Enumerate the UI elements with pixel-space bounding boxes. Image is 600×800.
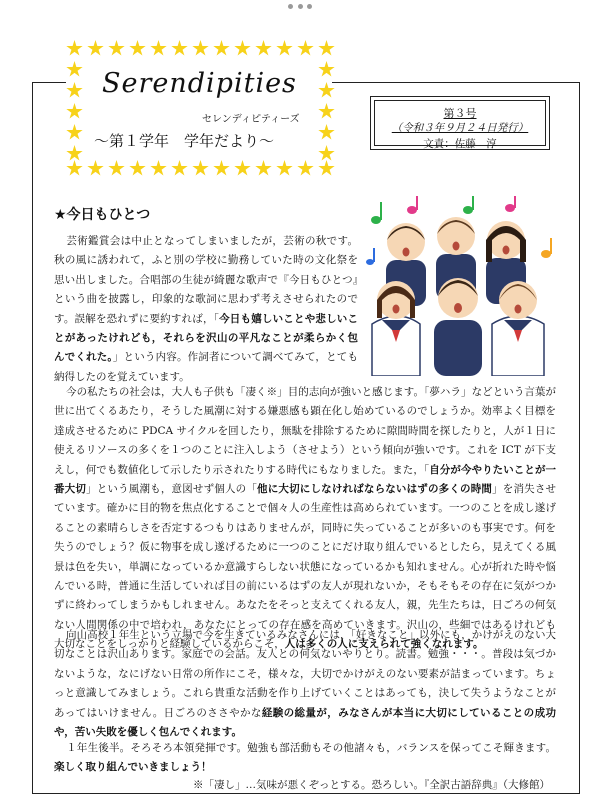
p2-text-3: 」を消失させています。確かに目的物を焦点化することで個々人の生産性は高められています。一つのことを成し遂げることの素晴らしさを否定するつもりはありませんが，同時に失っていることが多いのも事実です。何を失うのでしょう？仮に物事を成し遂げるために一つのことにだけ取り組んでいるとしたら，見えてくる風景は色を失い，単調になっているか意識すらしない状態になっているかも知れません。心が折れた時や悩んでいる時，普通に生活していれば目の前にいるはずの友人が現れないか，そもそもその存在に気がつかずに終わってしまうかもしれません。あなたをそっと支えてくれる友人，親，先生たちは，日ごろの何気ない人間関係の中で培われ，あなたにとっての存在感を高めていきます。沢山の，些細ではあるけれども大切なことをしっかりと経験しているからこそ， (54, 483, 557, 651)
choir-illustration (360, 196, 560, 376)
issue-author: 文責：佐藤 淳 (423, 138, 497, 150)
p3-bold: 経験の総量が，みなさんが本当に大切にしていることの成功や，苦い失敗を優しく包んでくれます。 (54, 706, 556, 739)
music-note-icon (463, 196, 474, 214)
issue-info-inner (374, 100, 546, 150)
footnote: ※「凄し」…気味が悪くぞっとする。恐ろしい。『全訳古語辞典』（大修館） (193, 779, 550, 791)
p3-text: 向山高校１年生という立場で今を生きているみなさんには，「好きなこと」以外にも，かけがえのない大切なことは沢山あります。家庭での会話。友人との何気ないやりとり。読書。勉強・・・。普段は気づかないような，なにげない日常の所作にこそ，様々な，大切でかけがえのない要素が詰まっています。ちょっと意識してみましょう。これら貴重な活動を作り上げていくことはあっても，決して失うようなことがあってはいけません。日ごろのささやかな (54, 629, 556, 719)
music-note-icon (366, 248, 375, 265)
window-handle-dots[interactable] (288, 4, 312, 12)
music-note-icon (541, 238, 552, 258)
p2-text: 今の私たちの社会は，大人も子供も「凄く※」目的志向が強いと感じます。「夢ハラ」などという言葉が世に出てくるあたり，そうした風潮に対する嫌悪感も顕在化し始めているのでしょうか。効率よく目標を達成させるために PDCA サイクルを回したり，無駄を排除するために隙間時間を探したりと，人が１日に使えるリソースの多くを１つのことに注入しよう（させよう）という傾向が強いです。これを ICT が下支えし，何でも数値化して示したり示されたりする時代にもなりました。また，「 (54, 386, 556, 476)
p1-text-end: 」という内容。作詞者について調べてみて，とても納得したのを覚えています。 (54, 351, 358, 383)
p1-text: 芸術鑑賞会は中止となってしまいましたが，芸術の秋です。秋の風に誘われて，ふと別の学校に勤務していた時の文化祭を思い出しました。合唱部の生徒が綺麗な歌声で『今日もひとつ』という曲を披露し，印象的な歌詞に思わず考えさせられたのです。誤解を恐れずに要約すれば，「 (54, 235, 358, 325)
title-ruby: セレンディピティーズ (202, 114, 300, 125)
paragraph-3 (54, 626, 556, 742)
p2-text-2: 」という風潮も，意図せず個人の「 (86, 483, 258, 496)
p2-bold-1: 自分が今やりたいことが一番大切 (54, 463, 557, 496)
issue-number: 第３号 (443, 107, 477, 120)
p4-bold: 楽しく取り組んでいきましょう！ (54, 761, 212, 774)
paragraph-2 (54, 383, 556, 655)
p1-bold: 今日も嬉しいことや悲しいことがあったけれども，それらを沢山の平凡なことが柔らかく包んでくれた。 (54, 312, 358, 364)
issue-info-box (370, 96, 550, 150)
paragraph-4 (54, 739, 556, 778)
p4-text: １年生後半。そろそろ本領発揮です。勉強も部活動もその他諸々も，バランスを保ってこそ輝きます。 (66, 742, 556, 754)
p2-bold-3: 人は多くの人に支えられて強くなれます。 (284, 638, 484, 651)
singer-front-center (434, 278, 482, 376)
newsletter-subtitle: ～第１学年 学年だより～ (94, 132, 275, 150)
p2-bold-2: 他に大切にしなければならないはずの多くの時間 (257, 483, 493, 496)
music-note-icon (371, 202, 382, 224)
newsletter-title: Serendipities (102, 68, 297, 99)
music-note-icon (407, 196, 418, 214)
singer-front-right (492, 281, 544, 376)
music-note-icon (505, 196, 516, 212)
paragraph-1 (54, 232, 358, 387)
issue-date: （令和３年９月２４日発行） (391, 122, 529, 134)
section-title: ★今日もひとつ (54, 207, 151, 223)
singer-front-left (372, 281, 420, 376)
